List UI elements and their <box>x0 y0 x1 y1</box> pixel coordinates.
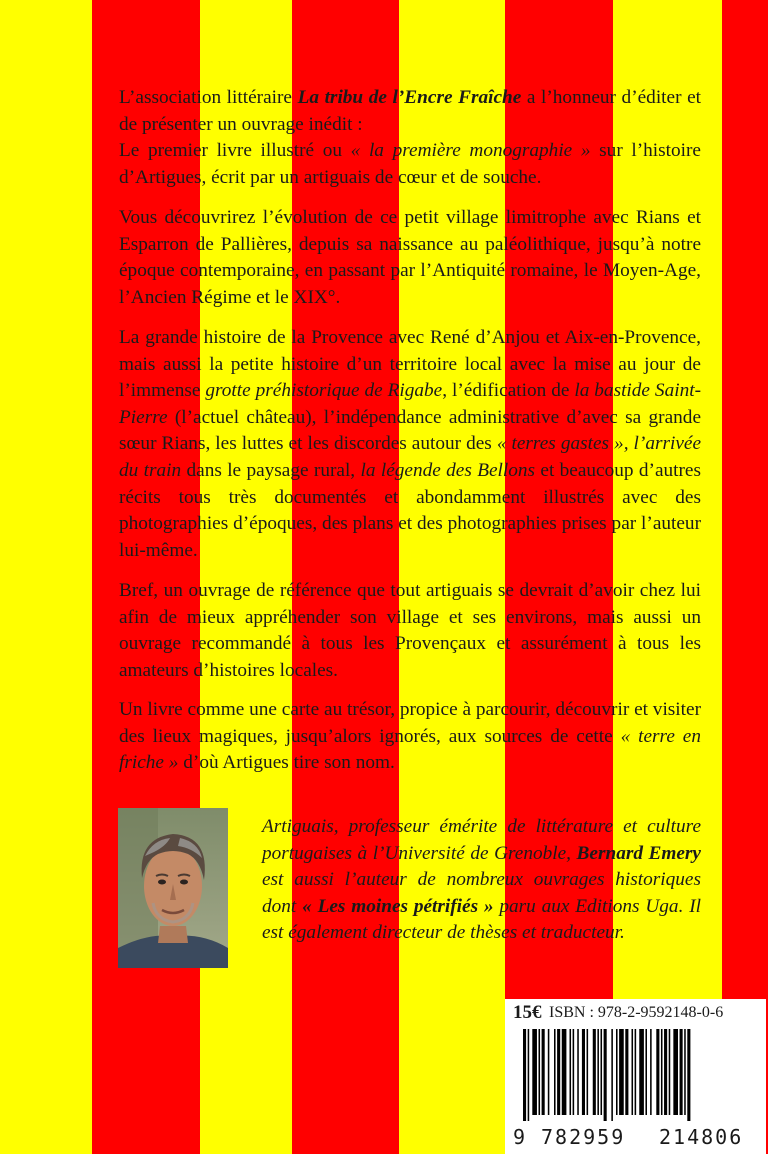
price-label: 15€ <box>513 1002 542 1023</box>
text-run: Un livre comme une carte au trésor, propice à parcourir, découvrir et visiter des lieux magiques, jusqu’alors ignorés, aux sources de cette <box>119 699 701 747</box>
barcode-bar <box>597 1029 599 1115</box>
barcode-bar <box>680 1029 683 1115</box>
text-run: (l’actuel château), l’indépendance administrative d’avec sa grande sœur Rians, les luttes et les discordes autour des <box>119 406 701 455</box>
barcode-bar <box>548 1029 550 1115</box>
text-run: Artiguais, professeur émérite de littérature et culture portugaises à l’Université de Grenoble, <box>262 816 701 864</box>
barcode-bar <box>539 1029 541 1115</box>
barcode-bar <box>532 1029 537 1115</box>
barcode-bar <box>554 1029 556 1115</box>
intro-paragraph <box>119 85 701 191</box>
text-run: Vous découvrirez l’évolution de ce petit village limitrophe avec Rians et Esparron de Pallières, depuis sa naissance au paléolithique, jusqu’à notre époque contemporaine, en passant par l’Antiquité romaine, le Moyen-Age, l’Ancien Régime et le XIX°. <box>119 207 701 308</box>
barcode-bar <box>684 1029 686 1115</box>
barcode-bar <box>601 1029 603 1115</box>
text-run: « la première monographie » <box>350 140 591 162</box>
barcode-bar <box>562 1029 567 1115</box>
text-run: Le premier livre illustré ou <box>119 140 351 162</box>
text-run: dans le paysage rural, <box>181 459 361 481</box>
history-paragraph <box>119 325 701 564</box>
text-run: a l’honneur d’éditer et de présenter un ouvrage inédit : <box>119 87 702 135</box>
text-run: grotte préhistorique de Rigabe <box>205 380 443 402</box>
barcode-bar <box>577 1029 579 1115</box>
barcode-bars <box>505 1029 766 1121</box>
barcode-bar <box>687 1029 690 1121</box>
barcode-bar <box>542 1029 545 1115</box>
barcode-bar <box>645 1029 647 1115</box>
text-run: Bernard Emery <box>576 842 701 864</box>
barcode-digits <box>505 1125 766 1151</box>
barcode-bar <box>632 1029 634 1115</box>
barcode-bar <box>639 1029 644 1115</box>
isbn-label: ISBN : 978-2-9592148-0-6 <box>549 1004 724 1021</box>
barcode-bar <box>616 1029 618 1115</box>
monograph-line <box>119 138 701 191</box>
text-run: La tribu de l’Encre Fraîche <box>297 87 522 108</box>
barcode-bar <box>523 1029 526 1121</box>
barcode-bar <box>582 1029 585 1115</box>
author-bio <box>262 814 701 947</box>
barcode-box <box>505 999 766 1154</box>
reference-paragraph <box>119 578 701 684</box>
barcode-bar <box>611 1029 613 1121</box>
barcode-bar <box>528 1029 530 1121</box>
text-run: est aussi l’auteur de nombreux ouvrages historiques dont <box>262 869 701 917</box>
barcode-bar <box>656 1029 659 1115</box>
barcode-bar <box>650 1029 652 1115</box>
barcode-digit-first: 9 <box>513 1125 526 1149</box>
text-run: d’où Artigues tire son nom. <box>178 752 395 774</box>
barcode-digits-left: 782959 <box>541 1125 626 1149</box>
barcode-bar <box>635 1029 637 1115</box>
barcode-bar <box>669 1029 671 1115</box>
barcode-bar <box>573 1029 575 1115</box>
text-run: et beaucoup d’autres récits tous très documentés et abondamment illustrés avec des photographies d’époques, des plans et des photographies prises par l’auteur lui-même. <box>119 459 701 561</box>
text-run: sur l’histoire d’Artigues, écrit par un artiguais de cœur et de souche. <box>119 140 701 188</box>
barcode-bar <box>625 1029 628 1115</box>
text-run: L’association littéraire <box>119 87 298 108</box>
barcode-bar <box>661 1029 663 1115</box>
barcode-bar <box>619 1029 624 1115</box>
text-run: La grande histoire de la Provence avec René d’Anjou et Aix-en-Provence, mais aussi la petite histoire d’un territoire local avec la mise au jour de l’immense <box>119 327 701 402</box>
barcode-bar <box>604 1029 607 1121</box>
barcode-bar <box>673 1029 678 1115</box>
evolution-paragraph <box>119 205 701 311</box>
text-run: , l’édification de <box>442 380 575 402</box>
text-run: la bastide Saint-Pierre <box>119 380 701 428</box>
text-run: « terre en friche » <box>119 725 701 774</box>
barcode-bar <box>587 1029 589 1115</box>
barcode-bar <box>570 1029 572 1115</box>
barcode-digits-right: 214806 <box>659 1125 744 1149</box>
author-photo <box>118 808 228 968</box>
text-run: Bref, un ouvrage de référence que tout artiguais se devrait d’avoir chez lui afin de mieux appréhender son village et ses environs, mais aussi un ouvrage recommandé à tous les Provençaux et assurément à tous les amateurs d’histoires locales. <box>119 580 701 681</box>
text-run: paru aux Editions Uga. Il est également directeur de thèses et traducteur. <box>262 895 701 944</box>
barcode-bar <box>664 1029 667 1115</box>
barcode-bar <box>557 1029 560 1115</box>
barcode-bar <box>593 1029 596 1115</box>
intro-line <box>119 85 701 138</box>
text-run: « Les moines pétrifiés » <box>302 895 494 917</box>
text-run: la légende des Bellons <box>360 459 536 481</box>
text-run: « terres gastes », l’arrivée du train <box>119 433 702 481</box>
treasure-paragraph <box>119 697 701 777</box>
